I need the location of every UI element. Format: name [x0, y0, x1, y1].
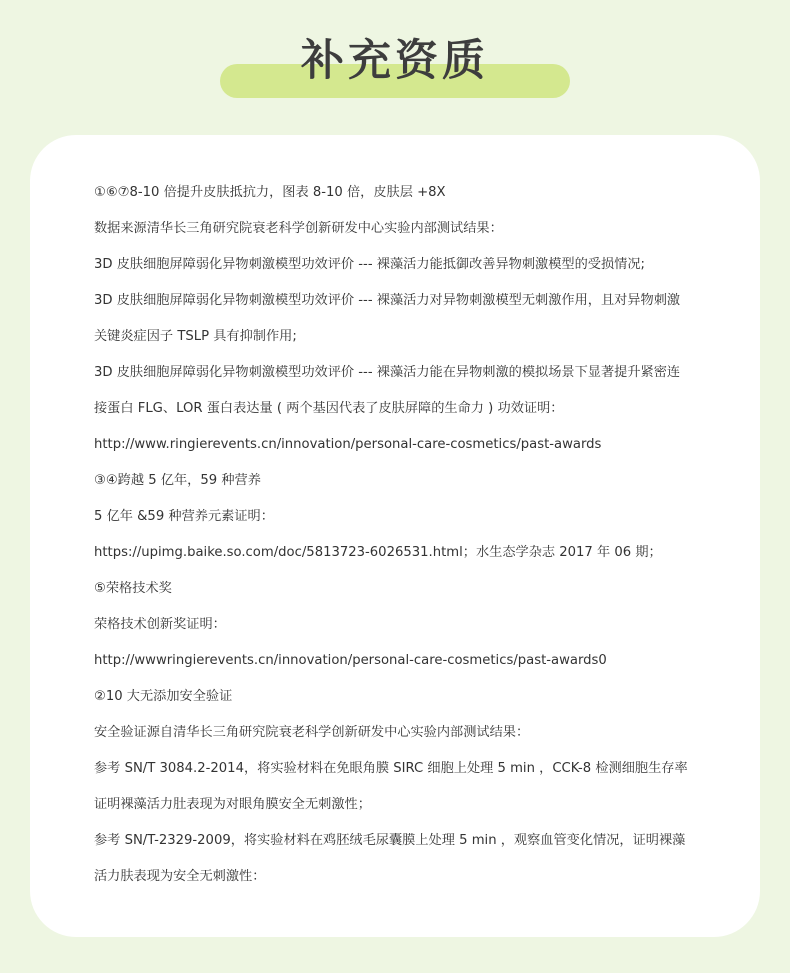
source-link[interactable]: http://www.ringierevents.cn/innovation/personal-care-cosmetics/past-awards: [94, 437, 602, 452]
text-line: 参考 SN/T-2329-2009，将实验材料在鸡胚绒毛尿囊膜上处理 5 min ，观察血管变化情况，证明裸藻: [94, 833, 686, 848]
text-line: 5 亿年 &59 种营养元素证明：: [94, 509, 274, 524]
text-line: ②10 大无添加安全验证: [94, 689, 233, 704]
content-card: [30, 135, 760, 937]
text-line: 3D 皮肤细胞屏障弱化异物刺激模型功效评价 --- 裸藻活力能在异物刺激的模拟场景下显著提升紧密连: [94, 365, 681, 380]
text-line: ①⑥⑦8-10 倍提升皮肤抵抗力，图表 8-10 倍，皮肤层 +8X: [94, 185, 446, 200]
text-line: ③④跨越 5 亿年，59 种营养: [94, 473, 261, 488]
qualification-text-list: [94, 175, 724, 895]
text-line: 参考 SN/T 3084.2-2014，将实验材料在免眼角膜 SIRC 细胞上处理 5 min ，CCK-8 检测细胞生存率: [94, 761, 688, 776]
text-line: 荣格技术创新奖证明：: [94, 617, 226, 632]
text-line: 接蛋白 FLG、LOR 蛋白表达量 ( 两个基因代表了皮肤屏障的生命力 ) 功效证明：: [94, 401, 564, 416]
text-line: ⑤荣格技术奖: [94, 581, 172, 596]
text-line: 活力肤表现为安全无刺激性：: [94, 869, 266, 884]
text-line: 数据来源清华长三角研究院衰老科学创新研发中心实验内部测试结果：: [94, 221, 503, 236]
page-header: [0, 0, 790, 110]
text-line: 证明裸藻活力肚表现为对眼角膜安全无刺激性；: [94, 797, 371, 812]
source-link[interactable]: https://upimg.baike.so.com/doc/5813723-6026531.html；水生态学杂志 2017 年 06 期；: [94, 545, 662, 560]
text-line: 3D 皮肤细胞屏障弱化异物刺激模型功效评价 --- 裸藻活力对异物刺激模型无刺激作用，且对异物刺激: [94, 293, 681, 308]
source-link[interactable]: http://wwwringierevents.cn/innovation/personal-care-cosmetics/past-awards0: [94, 653, 607, 668]
text-line: 关键炎症因子 TSLP 具有抑制作用;: [94, 329, 297, 344]
text-line: 3D 皮肤细胞屏障弱化异物刺激模型功效评价 --- 裸藻活力能抵御改善异物刺激模型的受损情况;: [94, 257, 645, 272]
text-line: 安全验证源自清华长三角研究院衰老科学创新研发中心实验内部测试结果：: [94, 725, 530, 740]
page-title: 补充资质: [301, 36, 489, 86]
